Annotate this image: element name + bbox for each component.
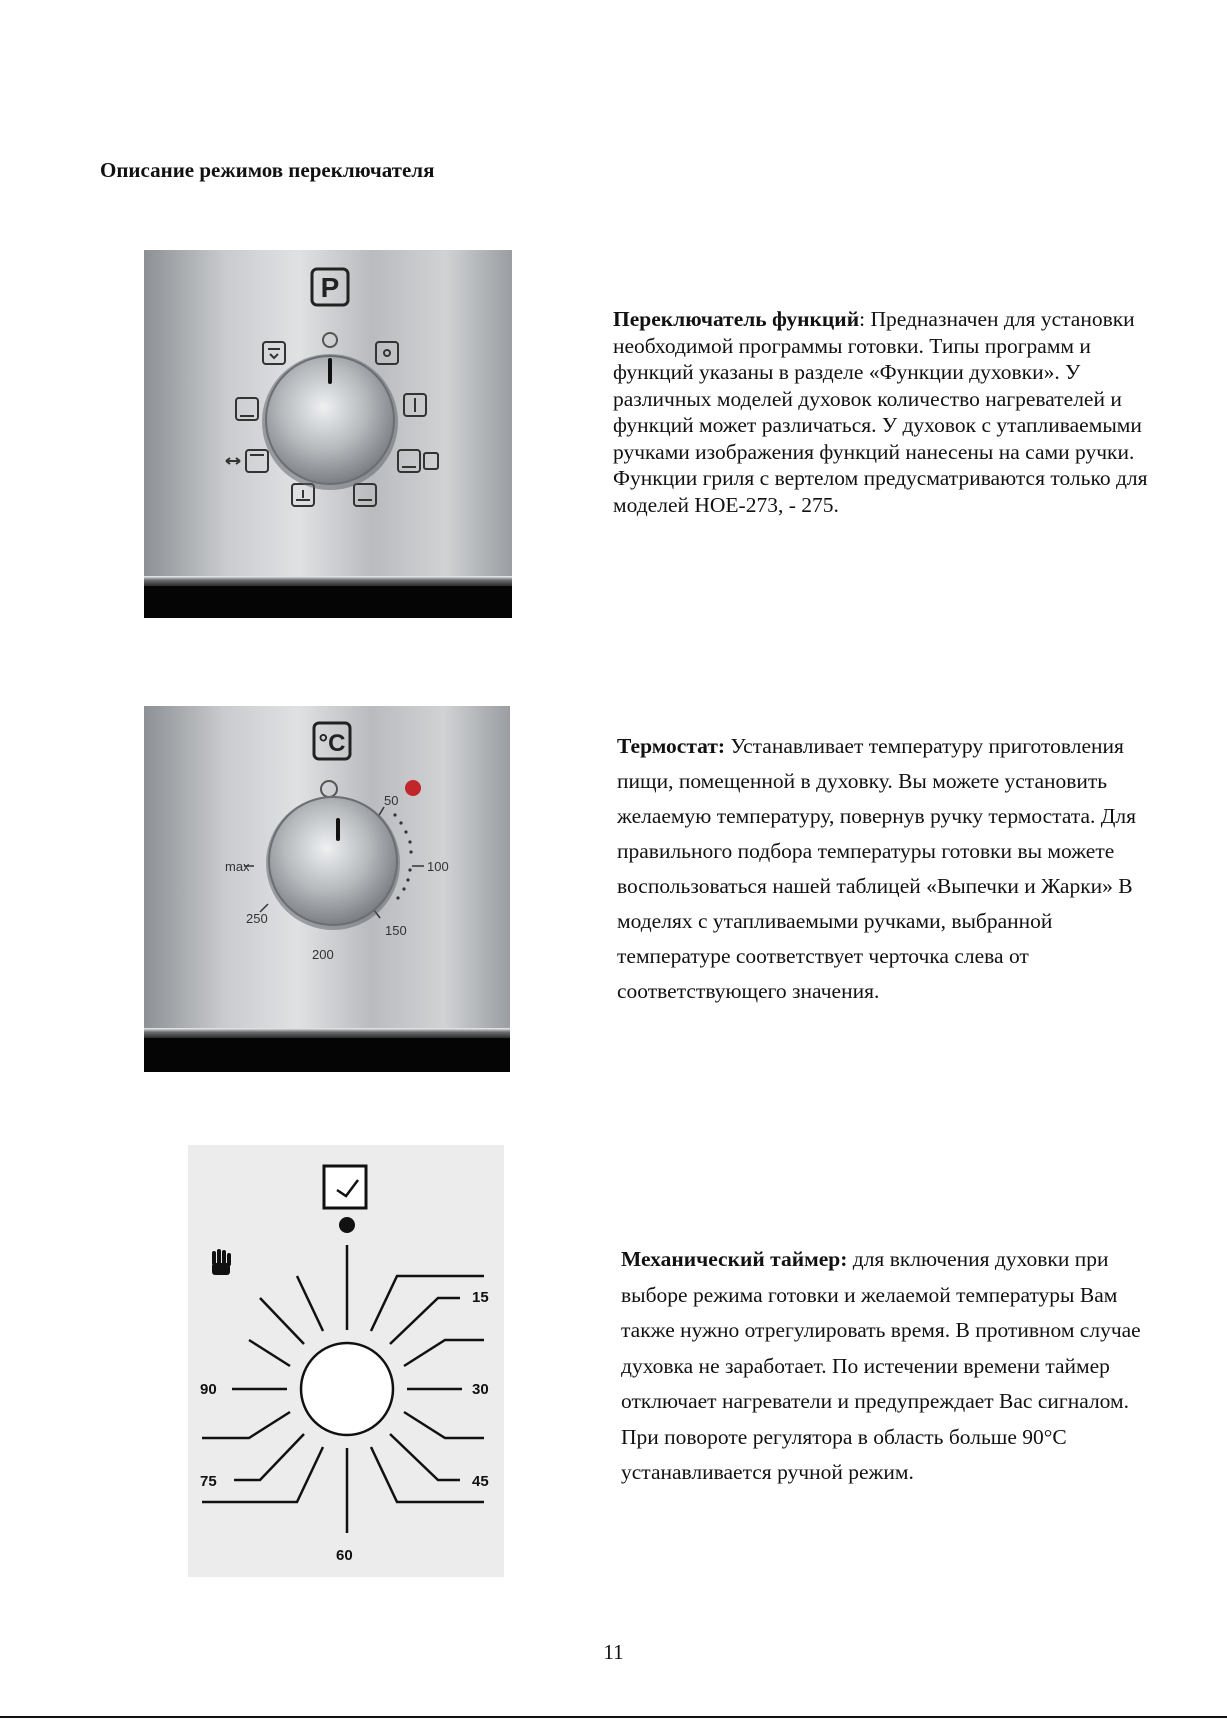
scale-label-max: max (225, 859, 250, 874)
svg-text:P: P (320, 272, 340, 303)
timer-knob[interactable] (301, 1343, 393, 1435)
timer-label-45: 45 (472, 1473, 489, 1490)
thermostat-panel (144, 706, 510, 1072)
svg-text:°C: °C (318, 730, 346, 757)
timer-indicator-dot-icon (339, 1217, 355, 1233)
function-selector-knob[interactable] (262, 354, 398, 490)
timer-label-15: 15 (472, 1289, 489, 1306)
timer-label-75: 75 (200, 1473, 217, 1490)
timer-panel (188, 1145, 504, 1577)
clock-symbol-icon (324, 1166, 366, 1208)
scale-label-200: 200 (312, 947, 334, 962)
scale-label-250: 250 (246, 911, 268, 926)
timer-label-30: 30 (472, 1381, 489, 1398)
scale-label-50: 50 (384, 793, 399, 808)
heating-indicator-lamp-icon (405, 780, 421, 796)
timer-label-90: 90 (200, 1381, 217, 1398)
thermostat-description: Термостат: Устанавливает температуру приготовления пищи, помещенной в духовку. Вы можете установить желаемую температуру, повернув ручку термостата. Для правильного подбора температуры готовки вы можете воспользоваться нашей таблицей «Выпечки и Жарки» В моделях с утапливаемыми ручками, выбранной температуре соответствует черточка слева от соответствующего значения. (617, 734, 1137, 1003)
function-selector-description: Переключатель функций: Предназначен для установки необходимой программы готовки. Типы программ и функций указаны в разделе «Функции духовки». У различных моделей духовок количество нагревателей и функций может различаться. У духовок с утапливаемыми ручками изображения функций нанесены на сами ручки. Функции гриля с вертелом предусматриваются только для моделей НОЕ-273, - 275. (613, 307, 1148, 517)
page-number: 11 (603, 1640, 624, 1664)
timer-label-60: 60 (336, 1547, 353, 1564)
scale-label-100: 100 (427, 859, 449, 874)
function-selector-panel (144, 250, 512, 618)
bottom-divider (0, 1716, 1227, 1718)
thermostat-knob[interactable] (266, 796, 400, 930)
page-heading: Описание режимов переключателя (100, 158, 435, 182)
timer-description: Механический таймер: для включения духовки при выборе режима готовки и желаемой температуры Вам также нужно отрегулировать время. В противном случае духовка не заработает. По истечении времени таймер отключает нагреватели и предупреждает Вас сигналом. При повороте регулятора в область больше 90°С устанавливается ручной режим. (621, 1247, 1141, 1484)
manual-mode-hand-icon (212, 1249, 231, 1275)
scale-label-150: 150 (385, 923, 407, 938)
